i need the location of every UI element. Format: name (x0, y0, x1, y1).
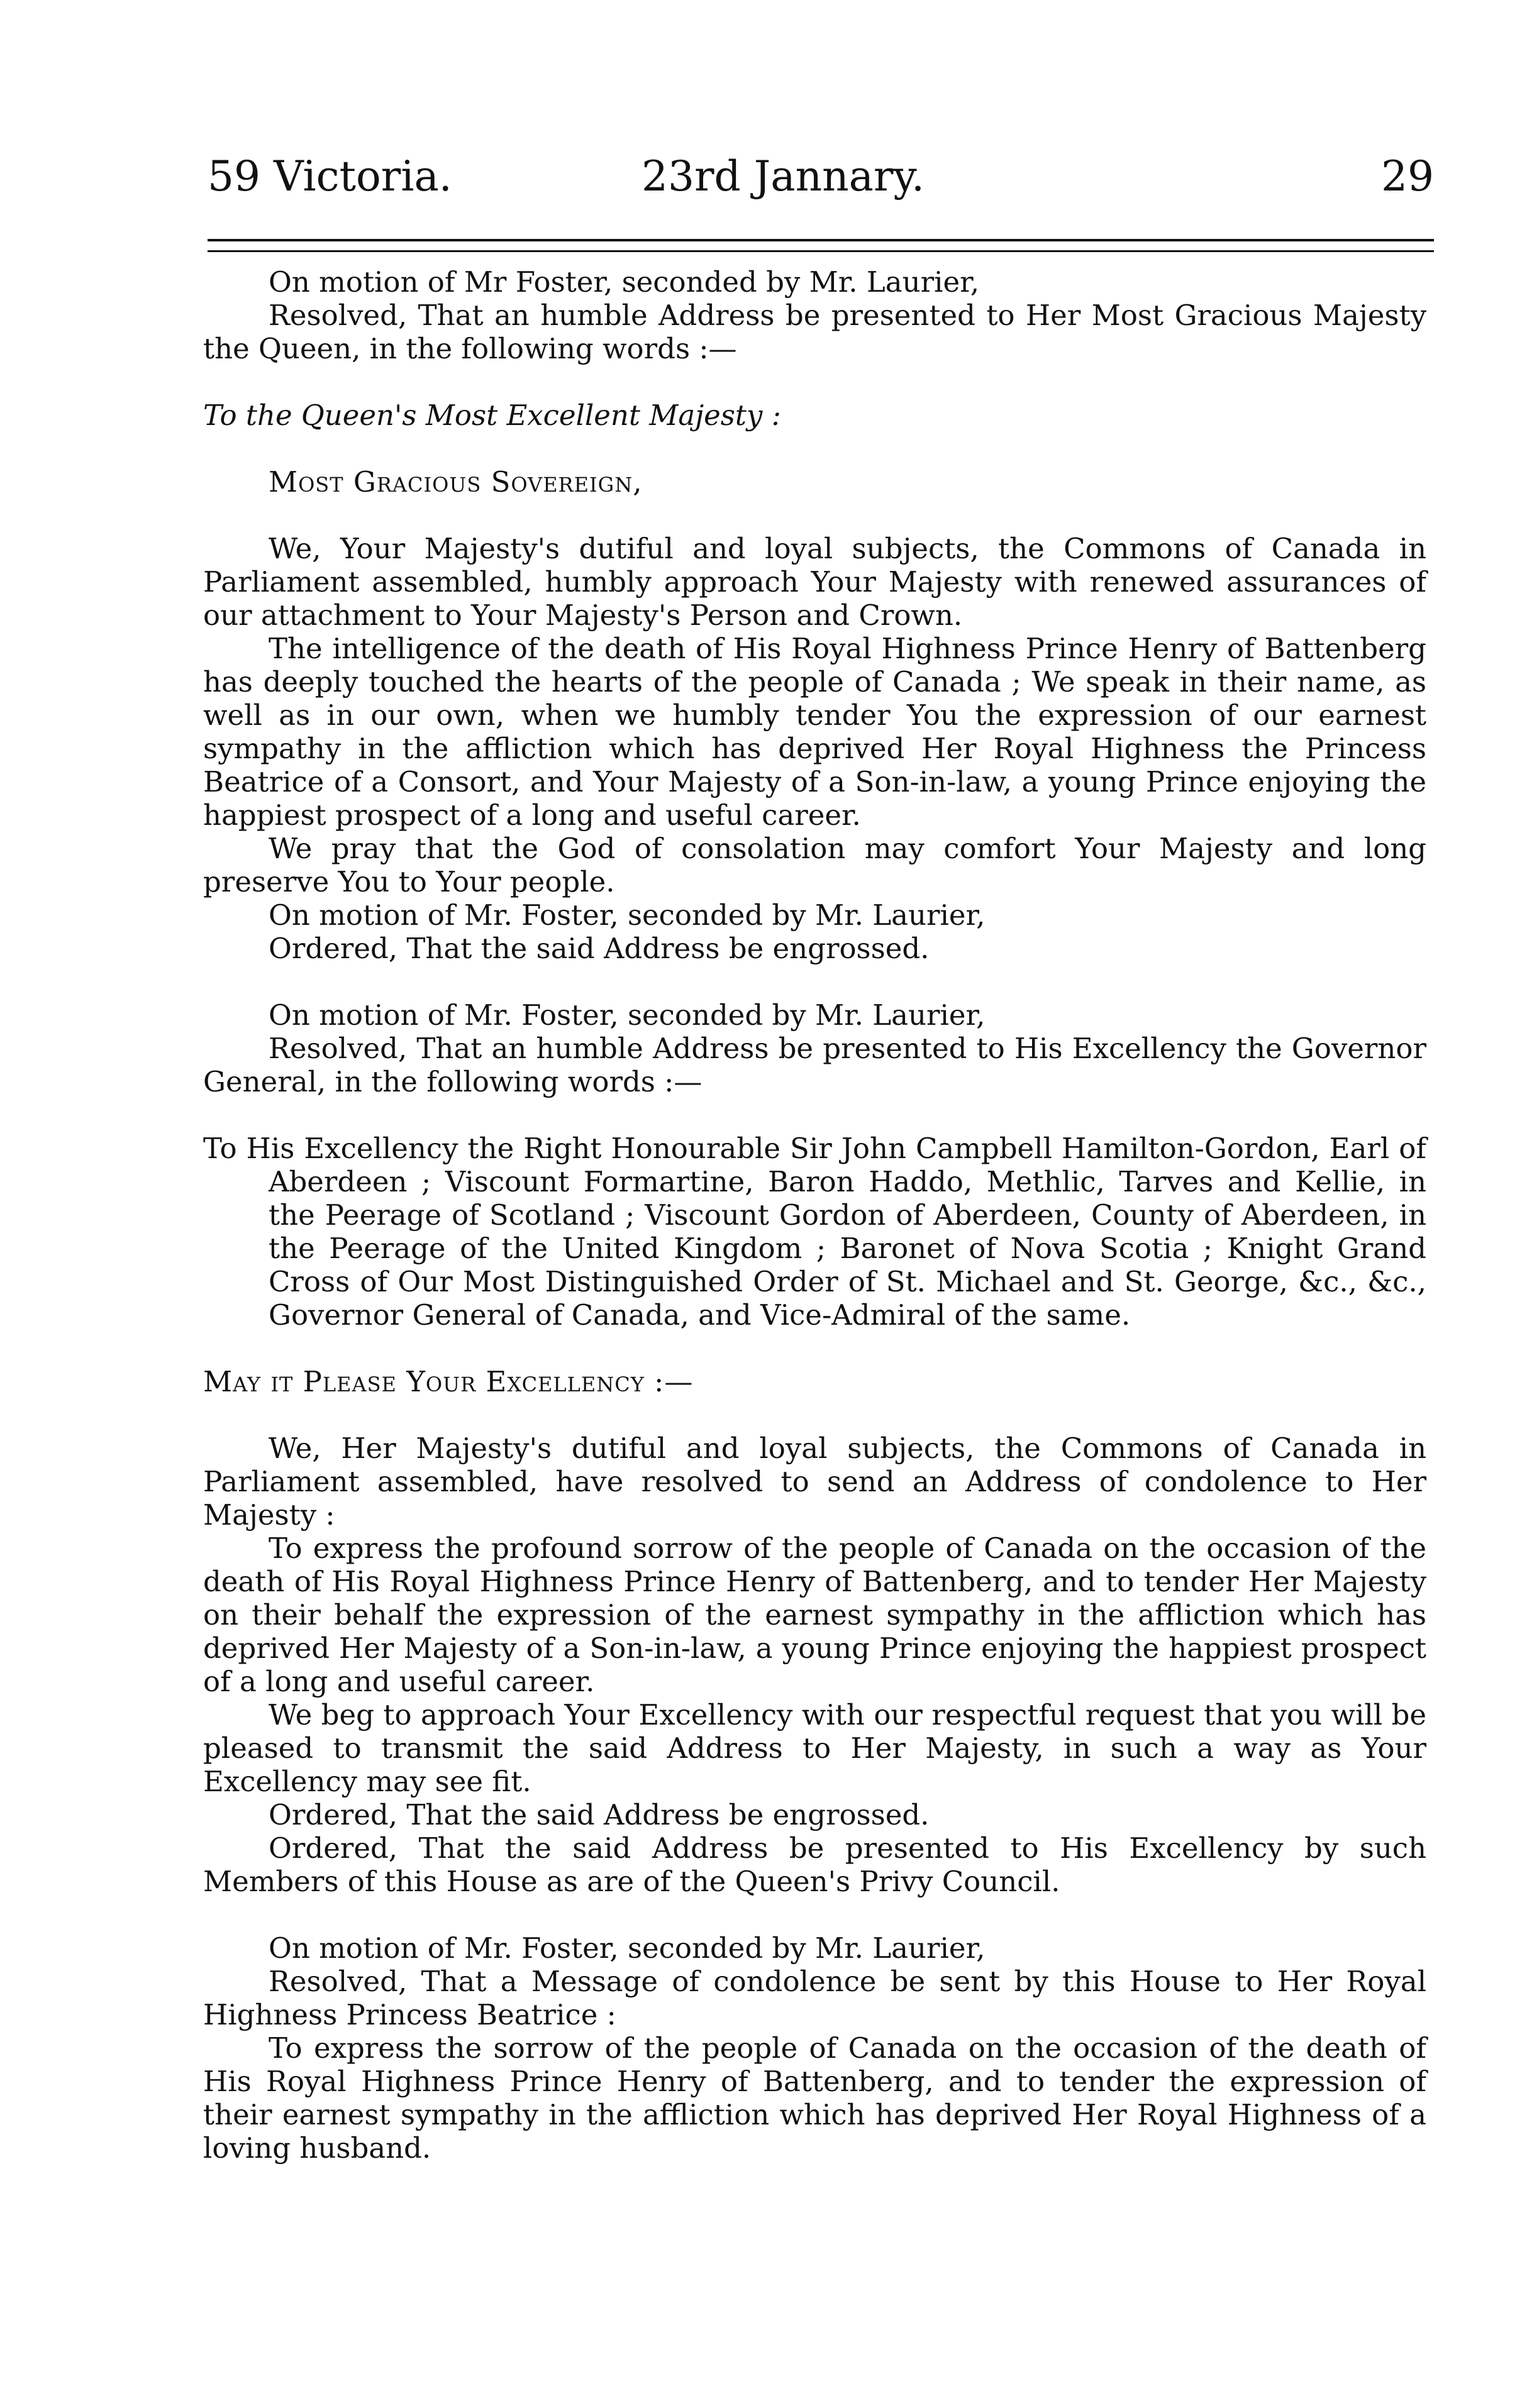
resolution-princess: Resolved, That a Message of condolence be sent by this House to Her Royal Highness Princess Beatrice : (203, 1965, 1426, 2031)
header-rule-thin (208, 250, 1434, 252)
spacer (203, 432, 1426, 465)
spacer (203, 1332, 1426, 1365)
header-session: 59 Victoria. (208, 152, 452, 201)
spacer (203, 965, 1426, 998)
salutation-queen: Most Gracious Sovereign, (269, 465, 643, 499)
address-heading-governor: To His Excellency the Right Honourable Sir John Campbell Hamilton-Gordon, Earl of Aberdeen ; Viscount Formartine, Baron Haddo, Methlic, Tarves and Kellie, in the Peerage of Scotland ; Viscount Gordon of Aberdeen, County of Aberdeen, in the Peerage of the United Kingdom ; Baronet of Nova Scotia ; Knight Grand Cross of Our Most Distinguished Order of St. Michael and St. George, &c., &c., Governor General of Canada, and Vice-Admiral of the same. (203, 1132, 1426, 1332)
motion-engross-queen: On motion of Mr. Foster, seconded by Mr. Laurier, (269, 898, 986, 932)
message-princess-para-1: To express the sorrow of the people of Canada on the occasion of the death of His Royal Highness Prince Henry of Battenberg, and to tender the expression of their earnest sympathy in the affliction which has deprived Her Royal Highness of a loving husband. (203, 2031, 1426, 2165)
spacer (203, 1398, 1426, 1432)
address-queen-para-3: We pray that the God of consolation may comfort Your Majesty and long preserve You to Your people. (203, 832, 1426, 898)
motion-queen: On motion of Mr Foster, seconded by Mr. Laurier, (269, 265, 980, 299)
header-rule-thick (208, 239, 1434, 241)
spacer (203, 499, 1426, 532)
address-queen-para-2: The intelligence of the death of His Royal Highness Prince Henry of Battenberg has deeply touched the hearts of the people of Canada ; We speak in their name, as well as in our own, when we humbly tender You the expression of our earnest sympathy in the affliction which has deprived Her Royal Highness the Princess Beatrice of a Consort, and Your Majesty of a Son-in-law, a young Prince enjoying the happiest prospect of a long and useful career. (203, 632, 1426, 832)
spacer (203, 1098, 1426, 1132)
header-date: 23rd Jannary. (642, 152, 925, 201)
order-engross-queen: Ordered, That the said Address be engrossed. (269, 932, 930, 965)
order-present-governor: Ordered, That the said Address be presented to His Excellency by such Members of this House as are of the Queen's Privy Council. (203, 1831, 1426, 1898)
address-queen-para-1: We, Your Majesty's dutiful and loyal subjects, the Commons of Canada in Parliament assembled, humbly approach Your Majesty with renewed assurances of our attachment to Your Majesty's Person and Crown. (203, 532, 1426, 632)
page-body (203, 265, 1426, 2165)
order-engross-governor: Ordered, That the said Address be engrossed. (269, 1798, 930, 1831)
address-governor-para-3: We beg to approach Your Excellency with our respectful request that you will be pleased to transmit the said Address to Her Majesty, in such a way as Your Excellency may see fit. (203, 1698, 1426, 1798)
page-number: 29 (1381, 152, 1434, 201)
motion-governor: On motion of Mr. Foster, seconded by Mr. Laurier, (269, 998, 986, 1032)
spacer (203, 365, 1426, 399)
salutation-governor: May it Please Your Excellency :— (203, 1365, 694, 1398)
resolution-governor: Resolved, That an humble Address be presented to His Excellency the Governor General, in the following words :— (203, 1032, 1426, 1098)
address-heading-queen: To the Queen's Most Excellent Majesty : (203, 399, 781, 432)
resolution-queen: Resolved, That an humble Address be presented to Her Most Gracious Majesty the Queen, in the following words :— (203, 299, 1426, 365)
address-governor-para-2: To express the profound sorrow of the people of Canada on the occasion of the death of His Royal Highness Prince Henry of Battenberg, and to tender Her Majesty on their behalf the expression of the earnest sympathy in the affliction which has deprived Her Majesty of a Son-in-law, a young Prince enjoying the happiest prospect of a long and useful career. (203, 1532, 1426, 1698)
spacer (203, 1898, 1426, 1931)
motion-princess: On motion of Mr. Foster, seconded by Mr. Laurier, (269, 1931, 986, 1965)
address-governor-para-1: We, Her Majesty's dutiful and loyal subjects, the Commons of Canada in Parliament assembled, have resolved to send an Address of condolence to Her Majesty : (203, 1432, 1426, 1532)
